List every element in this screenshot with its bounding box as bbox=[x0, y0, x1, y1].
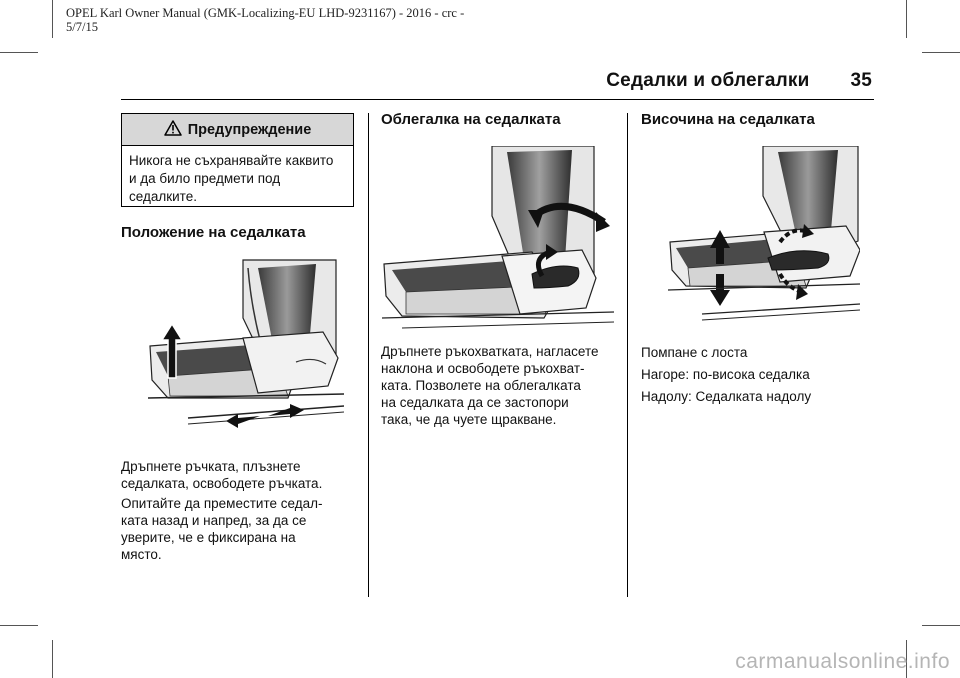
running-header bbox=[606, 70, 872, 92]
column-divider bbox=[627, 113, 628, 597]
text-line: уверите, че е фиксирана на bbox=[121, 530, 296, 545]
section-title: Седалки и облегалки bbox=[606, 70, 810, 91]
print-meta-line: OPEL Karl Owner Manual (GMK-Localizing-EU LHD-9231167) - 2016 - crc - bbox=[66, 6, 465, 20]
seat-position-illustration bbox=[148, 258, 344, 438]
text-line: ката. Позволете на облегалката bbox=[381, 378, 581, 393]
warning-line: Никога не съхранявайте каквито bbox=[129, 153, 334, 168]
text-line: седалката, освободете ръчката. bbox=[121, 476, 323, 491]
warning-header bbox=[122, 114, 353, 146]
seat-height-illustration bbox=[668, 146, 860, 322]
crop-mark bbox=[922, 625, 960, 626]
seat-height-line-2: Нагоре: по-висока седалка bbox=[641, 367, 810, 382]
crop-mark bbox=[52, 0, 53, 38]
page-number: 35 bbox=[850, 70, 872, 91]
warning-line: и да било предмети под bbox=[129, 171, 281, 186]
text-line: наклона и освободете ръкохват- bbox=[381, 361, 585, 376]
crop-mark bbox=[906, 0, 907, 38]
seat-position-text-1 bbox=[121, 458, 322, 492]
crop-mark bbox=[922, 52, 960, 53]
backrest-illustration bbox=[382, 146, 614, 334]
text-line: Опитайте да преместите седал- bbox=[121, 496, 323, 511]
site-watermark: carmanualsonline.info bbox=[735, 650, 950, 673]
crop-mark bbox=[0, 52, 38, 53]
warning-text bbox=[122, 146, 353, 212]
heading-seat-position: Положение на седалката bbox=[121, 224, 306, 241]
heading-seat-height: Височина на седалката bbox=[641, 111, 815, 128]
crop-mark bbox=[0, 625, 38, 626]
text-line: на седалката да се застопори bbox=[381, 395, 569, 410]
text-line: така, че да чуете щракване. bbox=[381, 412, 557, 427]
text-line: Дръпнете ръчката, плъзнете bbox=[121, 459, 301, 474]
warning-box bbox=[121, 113, 354, 207]
seat-height-line-3: Надолу: Седалката надолу bbox=[641, 389, 812, 404]
text-line: ката назад и напред, за да се bbox=[121, 513, 307, 528]
column-divider bbox=[368, 113, 369, 597]
warning-triangle-icon bbox=[164, 120, 182, 140]
seat-height-line-1: Помпане с лоста bbox=[641, 345, 748, 360]
text-line: място. bbox=[121, 547, 162, 562]
backrest-text bbox=[381, 343, 599, 428]
warning-title: Предупреждение bbox=[187, 121, 312, 138]
crop-mark bbox=[52, 640, 53, 678]
header-rule bbox=[121, 99, 874, 100]
heading-backrest: Облегалка на седалката bbox=[381, 111, 561, 128]
print-meta bbox=[66, 6, 464, 34]
warning-line: седалките. bbox=[129, 189, 197, 204]
text-line: Дръпнете ръкохватката, нагласете bbox=[381, 344, 599, 359]
print-meta-date: 5/7/15 bbox=[66, 20, 98, 34]
seat-position-text-2 bbox=[121, 495, 322, 563]
